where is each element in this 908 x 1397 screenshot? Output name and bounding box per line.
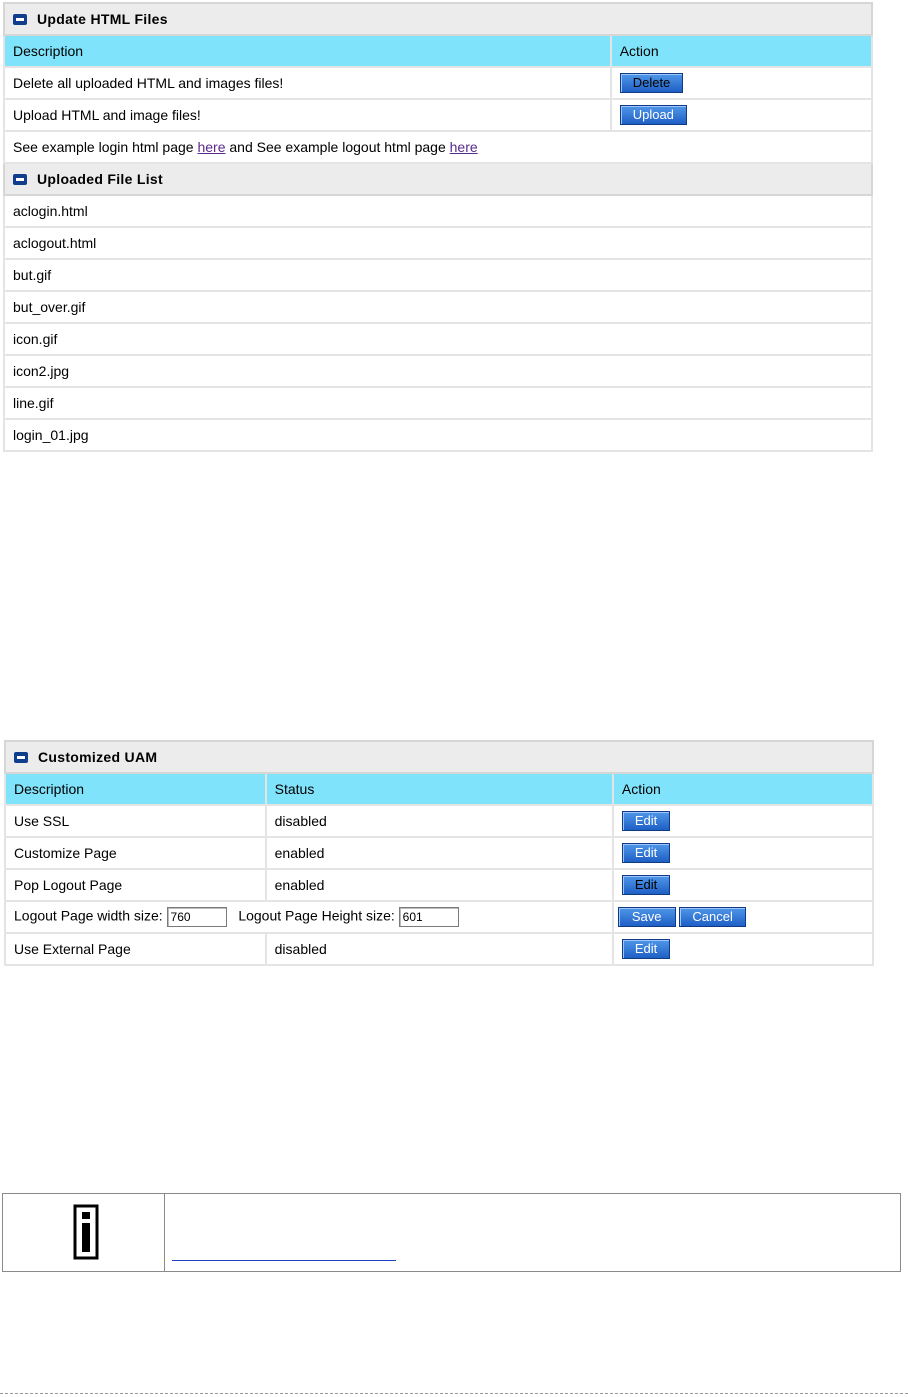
pop-logout-page-row [5,869,873,901]
customized-uam-header [5,741,873,773]
file-row [4,323,872,355]
section-title: Uploaded File List [37,171,163,187]
upload-button[interactable]: Upload [620,105,687,125]
column-header-status: Status [266,773,613,805]
example-login-link[interactable]: here [197,139,226,155]
file-name: login_01.jpg [4,419,872,451]
info-icon [73,1204,99,1260]
height-label: Logout Page Height size: [238,907,395,924]
example-pages-row [4,131,872,163]
row-status: disabled [266,805,613,837]
file-name: but_over.gif [4,291,872,323]
edit-pop-logout-button[interactable]: Edit [622,875,670,895]
column-header-description: Description [4,35,611,67]
file-name: icon.gif [4,323,872,355]
update-html-files-header [4,3,872,35]
row-description: Customize Page [5,837,266,869]
upload-files-row [4,99,872,131]
example-text-login: See example login html page [13,139,198,155]
column-header-description: Description [5,773,266,805]
edit-ssl-button[interactable]: Edit [622,811,670,831]
row-status: enabled [266,837,613,869]
logout-height-input[interactable]: 601 [399,907,459,927]
column-header-row [4,35,872,67]
file-row [4,195,872,227]
file-name: aclogout.html [4,227,872,259]
row-description: Delete all uploaded HTML and images files! [4,67,611,99]
section-arrow-icon [14,752,28,763]
file-row [4,355,872,387]
logout-size-row [5,901,873,933]
file-row [4,259,872,291]
update-html-files-panel [3,2,873,452]
file-name: aclogin.html [4,195,872,227]
note-divider [164,1194,165,1271]
file-row [4,419,872,451]
file-name: but.gif [4,259,872,291]
uploaded-file-list-header [4,163,872,195]
row-description: Use SSL [5,805,266,837]
section-arrow-icon [13,14,27,25]
section-title: Customized UAM [38,749,158,765]
logout-width-input[interactable]: 760 [167,907,227,927]
file-row [4,387,872,419]
edit-customize-page-button[interactable]: Edit [622,843,670,863]
row-status: enabled [266,869,613,901]
customize-page-row [5,837,873,869]
row-description: Pop Logout Page [5,869,266,901]
customized-uam-panel [4,740,874,966]
width-label: Logout Page width size: [14,907,163,924]
note-link[interactable] [172,1254,396,1261]
delete-button[interactable]: Delete [620,73,684,93]
file-name: line.gif [4,387,872,419]
row-description: Use External Page [5,933,266,965]
edit-external-page-button[interactable]: Edit [622,939,670,959]
cancel-button[interactable]: Cancel [679,907,745,927]
row-status: disabled [266,933,613,965]
info-note-box [2,1193,901,1272]
file-name: icon2.jpg [4,355,872,387]
column-header-row [5,773,873,805]
page-footer-rule [0,1393,908,1394]
delete-files-row [4,67,872,99]
section-arrow-icon [13,174,27,185]
row-description: Upload HTML and image files! [4,99,611,131]
example-logout-link[interactable]: here [449,139,478,155]
section-title: Update HTML Files [37,11,168,27]
file-row [4,227,872,259]
column-header-action: Action [611,35,872,67]
column-header-action: Action [613,773,873,805]
example-text-logout: and See example logout html page [225,139,450,155]
file-row [4,291,872,323]
use-ssl-row [5,805,873,837]
save-button[interactable]: Save [618,907,676,927]
use-external-page-row [5,933,873,965]
